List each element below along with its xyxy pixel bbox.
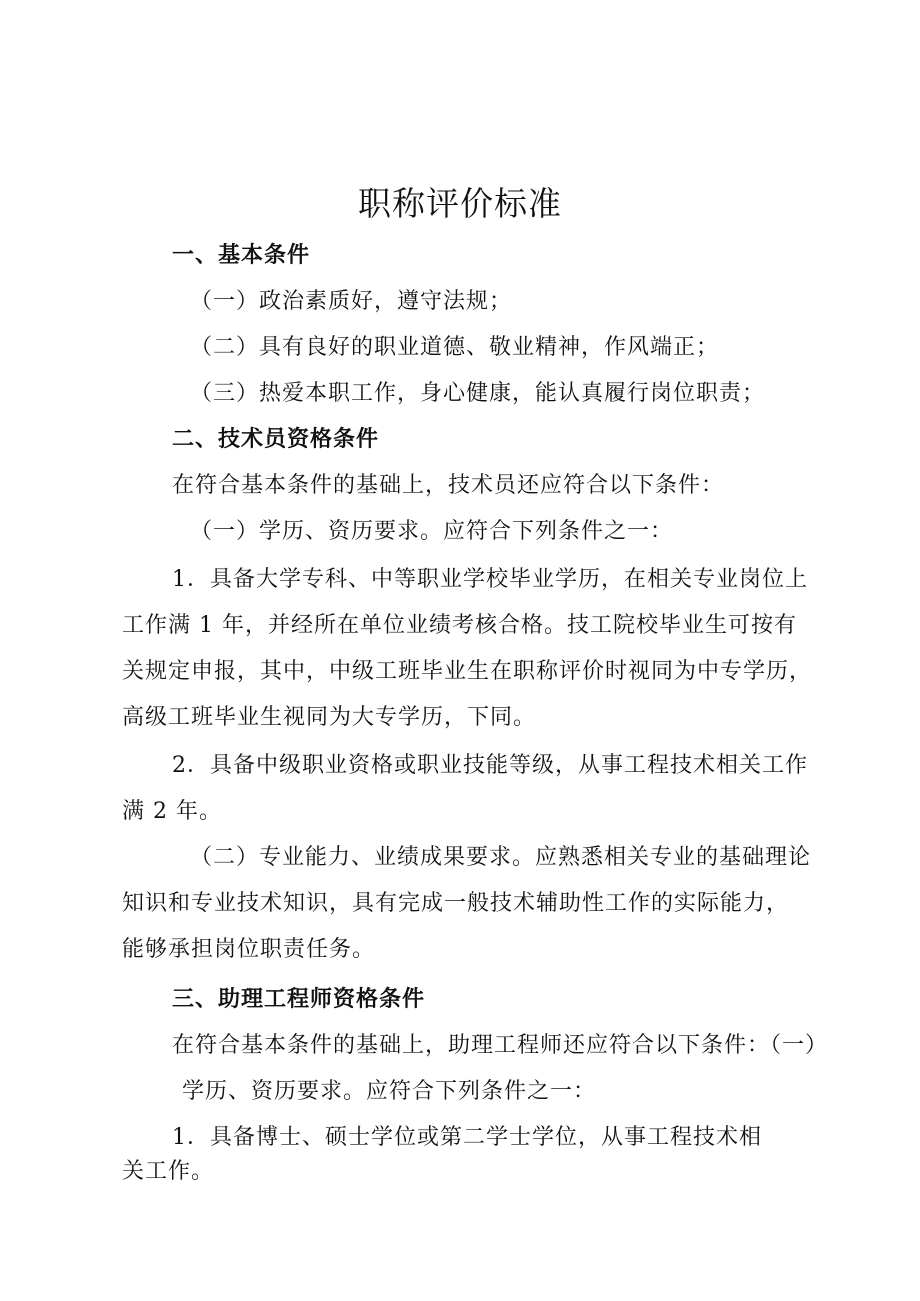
technician-item1-line1: 1．具备大学专科、中等职业学校毕业学历，在相关专业岗位上 (172, 567, 808, 592)
section-heading-technician: 二、技术员资格条件 (172, 427, 380, 452)
basic-condition-item-1: （一）政治素质好，遵守法规； (190, 289, 513, 314)
technician-item1-line3: 关规定申报，其中，中级工班毕业生在职称评价时视同为中专学历， (122, 659, 813, 684)
technician-sub2-line1: （二）专业能力、业绩成果要求。应熟悉相关专业的基础理论 (190, 845, 812, 870)
assistant-item1-line2: 关工作。 (122, 1159, 215, 1184)
technician-intro: 在符合基本条件的基础上，技术员还应符合以下条件： (172, 473, 725, 498)
technician-sub2-line2: 知识和专业技术知识，具有完成一般技术辅助性工作的实际能力， (122, 891, 790, 916)
technician-item2-line1: 2．具备中级职业资格或职业技能等级，从事工程技术相关工作 (172, 753, 808, 778)
technician-sub2-line3: 能够承担岗位职责任务。 (122, 937, 376, 962)
assistant-intro-line1: 在符合基本条件的基础上，助理工程师还应符合以下条件：（一） (172, 1033, 829, 1058)
technician-item1-line2: 工作满 1 年，并经所在单位业绩考核合格。技工院校毕业生可按有 (122, 613, 797, 638)
technician-item1-line4: 高级工班毕业生视同为大专学历，下同。 (122, 705, 537, 730)
technician-item2-line2: 满 2 年。 (122, 799, 222, 824)
basic-condition-item-3: （三）热爱本职工作，身心健康，能认真履行岗位职责； (190, 381, 766, 406)
document-title: 职称评价标准 (358, 184, 562, 223)
basic-condition-item-2: （二）具有良好的职业道德、敬业精神，作风端正； (190, 335, 720, 360)
technician-sub1: （一）学历、资历要求。应符合下列条件之一： (190, 519, 674, 544)
assistant-intro-line2: 学历、资历要求。应符合下列条件之一： (182, 1079, 597, 1104)
section-heading-basic-conditions: 一、基本条件 (172, 243, 311, 268)
assistant-item1-line1: 1．具备博士、硕士学位或第二学士学位，从事工程技术相 (172, 1125, 762, 1150)
section-heading-assistant-engineer: 三、助理工程师资格条件 (172, 987, 426, 1012)
